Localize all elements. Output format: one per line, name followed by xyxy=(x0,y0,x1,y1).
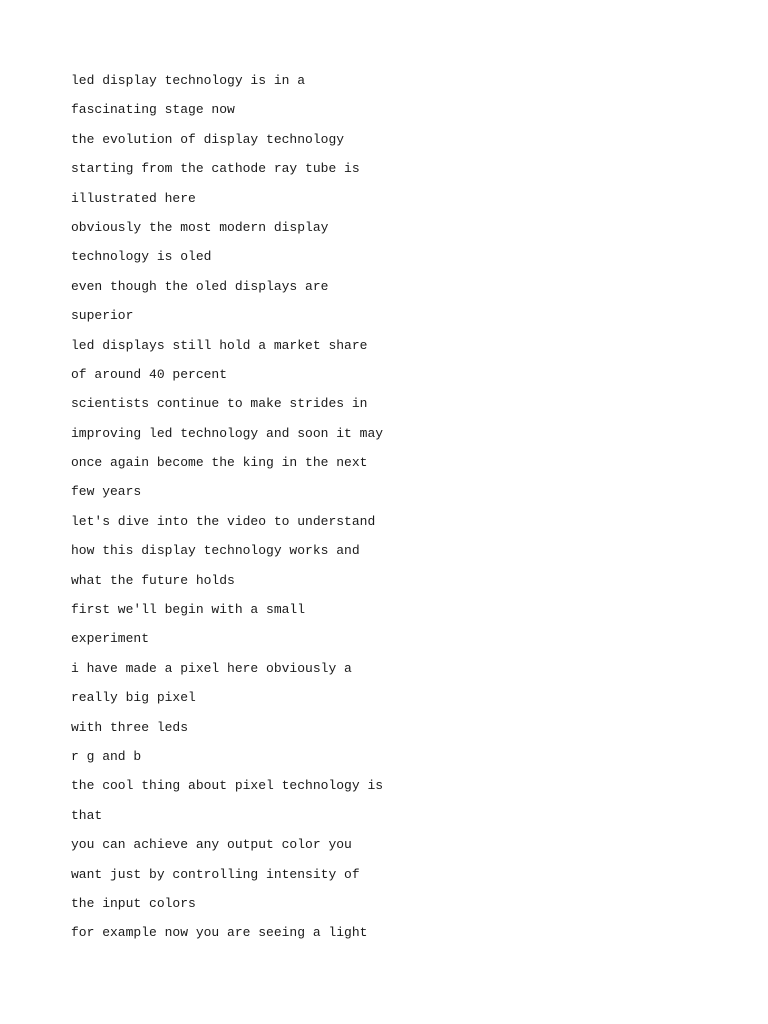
text-line: superior xyxy=(71,308,134,324)
text-line: starting from the cathode ray tube is xyxy=(71,161,360,177)
text-line: experiment xyxy=(71,631,150,647)
text-line: fascinating stage now xyxy=(71,102,235,118)
text-line: improving led technology and soon it may xyxy=(71,425,384,441)
text-line: first we'll begin with a small xyxy=(71,602,306,618)
text-line: with three leds xyxy=(71,719,189,735)
text-line: you can achieve any output color you xyxy=(71,837,352,853)
text-line: the cool thing about pixel technology is xyxy=(71,778,384,794)
text-line: i have made a pixel here obviously a xyxy=(71,660,352,676)
text-line: r g and b xyxy=(71,748,142,764)
text-line: want just by controlling intensity of xyxy=(71,866,360,882)
text-line: what the future holds xyxy=(71,572,235,588)
text-line: scientists continue to make strides in xyxy=(71,396,368,412)
text-line: led displays still hold a market share xyxy=(71,337,368,353)
text-line: the input colors xyxy=(71,895,196,911)
text-line: really big pixel xyxy=(71,690,196,706)
text-line: obviously the most modern display xyxy=(71,219,329,235)
text-line: let's dive into the video to understand xyxy=(71,513,376,529)
text-line: illustrated here xyxy=(71,190,196,206)
transcript-text xyxy=(71,66,383,948)
text-line: that xyxy=(71,807,103,823)
text-line: once again become the king in the next xyxy=(71,455,368,471)
text-line: even though the oled displays are xyxy=(71,278,329,294)
text-line: for example now you are seeing a light xyxy=(71,925,368,941)
text-line: technology is oled xyxy=(71,249,212,265)
text-line: few years xyxy=(71,484,142,500)
text-line: how this display technology works and xyxy=(71,543,360,559)
text-line: led display technology is in a xyxy=(71,73,306,88)
text-line: the evolution of display technology xyxy=(71,131,345,147)
text-line: of around 40 percent xyxy=(71,366,228,382)
